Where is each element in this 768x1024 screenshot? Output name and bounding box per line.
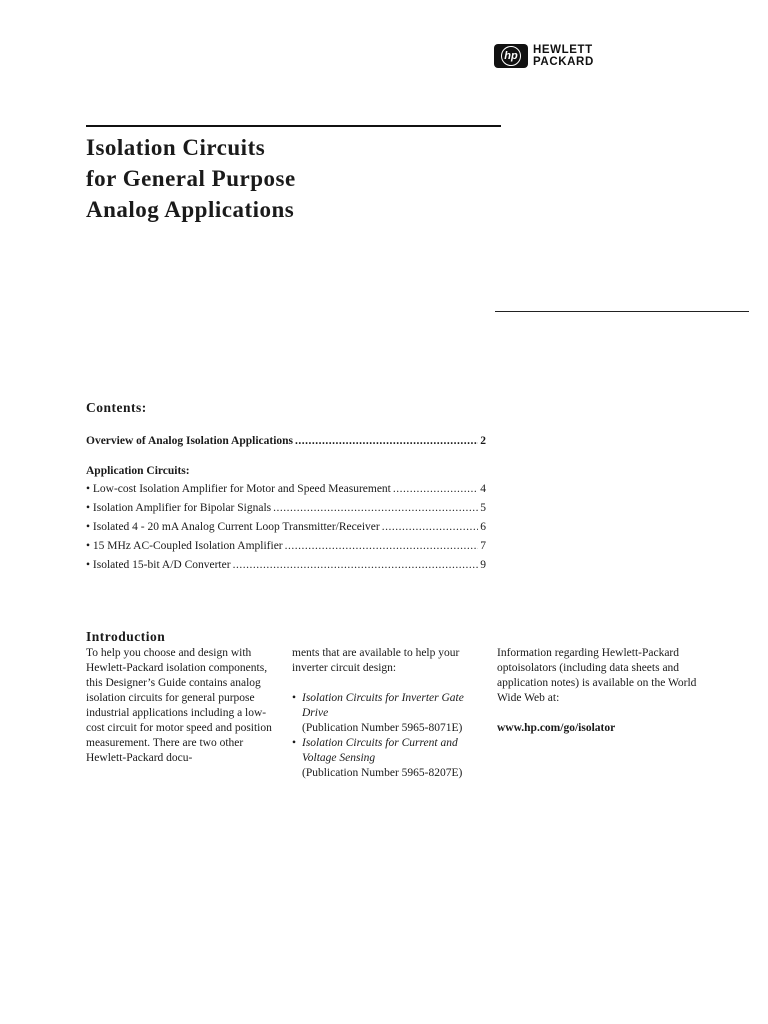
title-divider (86, 125, 501, 127)
toc-leader (382, 521, 479, 533)
toc-entry-label: • Isolation Amplifier for Bipolar Signals (86, 502, 272, 514)
intro-column-3 (497, 646, 707, 736)
toc-entry-label: Overview of Analog Isolation Applications (86, 435, 294, 447)
publication-number: (Publication Number 5965-8071E) (302, 722, 463, 734)
toc-page-number: 9 (480, 559, 486, 571)
hp-logo (494, 44, 594, 68)
publication-item (292, 736, 482, 781)
toc-entry (86, 559, 486, 571)
title-line-2: for General Purpose (86, 166, 296, 191)
toc-leader (393, 483, 478, 495)
hp-logo-icon (494, 44, 528, 68)
publication-title: Isolation Circuits for Current and Voltage Sensing (302, 737, 458, 764)
intro-paragraph-continued: ments that are available to help your inverter circuit design: (292, 647, 460, 674)
publication-list (292, 691, 482, 781)
application-circuits-heading: Application Circuits: (86, 465, 190, 477)
intro-paragraph: To help you choose and design with Hewlett-Packard isolation components, this Designer’s Guide contains analog isolation circuits for general purpose industrial applications including a low-cost circuit for motor speed and position measurement. There are two other Hewlett-Packard docu- (86, 647, 272, 764)
toc-leader (233, 559, 479, 571)
toc-entry-label: • 15 MHz AC-Coupled Isolation Amplifier (86, 540, 283, 552)
toc-entry-label: • Low-cost Isolation Amplifier for Motor and Speed Measurement (86, 483, 391, 495)
toc-page-number: 2 (480, 435, 486, 447)
title-line-3: Analog Applications (86, 197, 295, 222)
toc-leader (273, 502, 478, 514)
web-info-paragraph: Information regarding Hewlett-Packard optoisolators (including data sheets and application notes) is available on the World Wide Web at: (497, 647, 697, 704)
title-line-1: Isolation Circuits (86, 135, 266, 160)
toc-entry (86, 540, 486, 552)
toc-page-number: 4 (480, 483, 486, 495)
toc-entry-label: • Isolated 4 - 20 mA Analog Current Loop Transmitter/Receiver (86, 521, 380, 533)
isolator-url-link[interactable]: www.hp.com/go/isolator (497, 722, 616, 734)
logo-line-1: HEWLETT (533, 44, 593, 56)
toc-page-number: 5 (480, 502, 486, 514)
logo-line-2: PACKARD (533, 56, 594, 68)
contents-heading: Contents: (86, 400, 147, 415)
hp-logo-text (533, 44, 594, 68)
bullet: • (292, 737, 297, 749)
intro-column-1 (86, 646, 276, 766)
toc-entry (86, 483, 486, 495)
toc-entry-label: • Isolated 15-bit A/D Converter (86, 559, 231, 571)
toc-leader (295, 435, 478, 447)
document-title (86, 132, 296, 225)
publication-item (292, 691, 482, 736)
toc-entry-overview (86, 435, 486, 447)
introduction-heading: Introduction (86, 629, 166, 644)
hp-logo-mark: hp (501, 46, 521, 66)
right-divider (495, 311, 749, 312)
toc-entry (86, 502, 486, 514)
toc-page-number: 7 (480, 540, 486, 552)
publication-number: (Publication Number 5965-8207E) (302, 767, 463, 779)
bullet: • (292, 692, 297, 704)
publication-title: Isolation Circuits for Inverter Gate Drive (302, 692, 464, 719)
intro-column-2 (292, 646, 482, 781)
toc-page-number: 6 (480, 521, 486, 533)
toc-leader (285, 540, 479, 552)
toc-entry (86, 521, 486, 533)
